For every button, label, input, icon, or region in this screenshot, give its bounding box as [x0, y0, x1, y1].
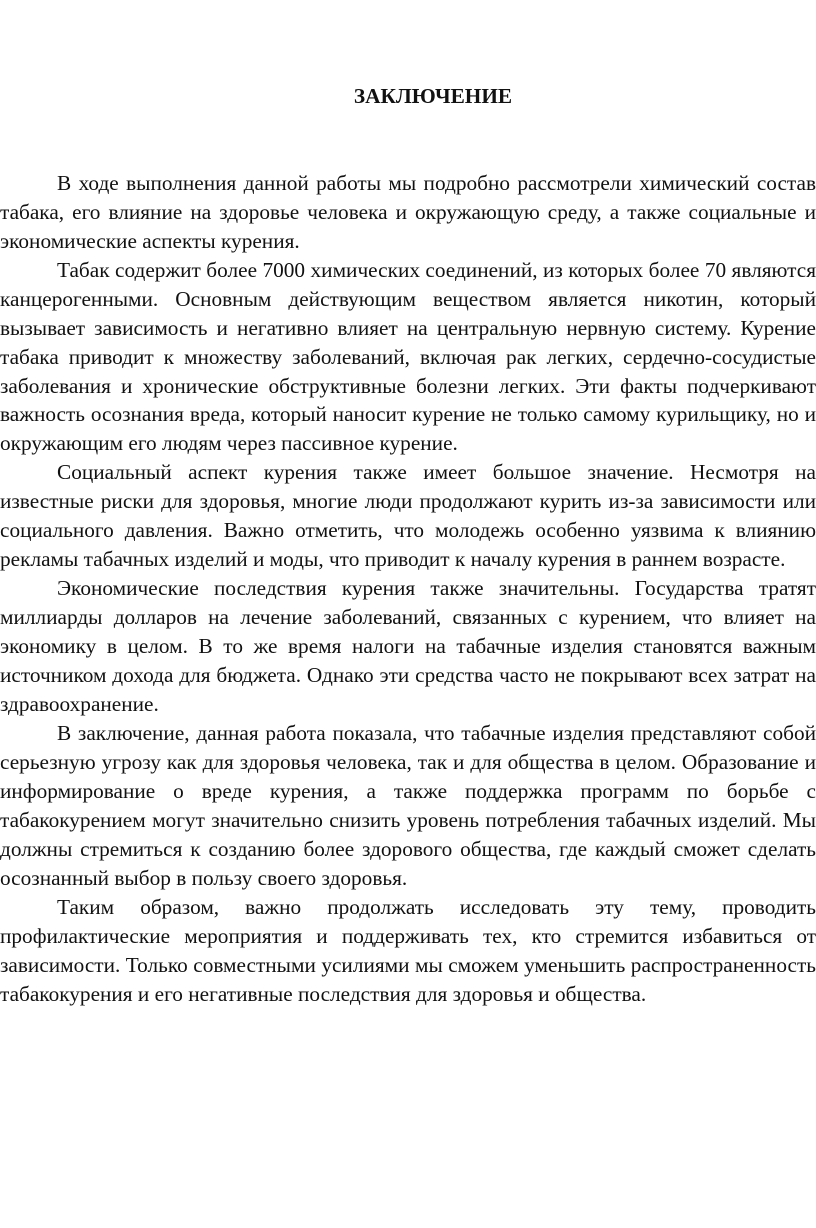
paragraph-chemistry: Табак содержит более 7000 химических соединений, из которых более 70 являются канцерогенными. Основным действующим веществом является никотин, который вызывает зависимость и негативно влияет на центральную нервную систему. Курение табака приводит к множеству заболеваний, включая рак легких, сердечно-сосудистые заболевания и хронические обструктивные болезни легких. Эти факты подчеркивают важность осознания вреда, который наносит курение не только самому курильщику, но и окружающим его людям через пассивное курение. — [0, 257, 816, 456]
paragraph-final: Таким образом, важно продолжать исследовать эту тему, проводить профилактические мероприятия и поддерживать тех, кто стремится избавиться от зависимости. Только совместными усилиями мы сможем уменьшить распространенность табакокурения и его негативные последствия для здоровья и общества. — [0, 894, 816, 1006]
document-body — [0, 82, 816, 1008]
title-spacer — [0, 111, 816, 169]
paragraph-social: Социальный аспект курения также имеет большое значение. Несмотря на известные риски для здоровья, многие люди продолжают курить из-за зависимости или социального давления. Важно отметить, что молодежь особенно уязвима к влиянию рекламы табачных изделий и моды, что приводит к началу курения в раннем возрасте. — [0, 460, 816, 572]
paragraph-conclusion: В заключение, данная работа показала, что табачные изделия представляют собой серьезную угрозу как для здоровья человека, так и для общества в целом. Образование и информирование о вреде курения, а также поддержка программ по борьбе с табакокурением могут значительно снизить уровень потребления табачных изделий. Мы должны стремиться к созданию более здорового общества, где каждый сможет сделать осознанный выбор в пользу своего здоровья. — [0, 720, 816, 890]
paragraph-summary: В ходе выполнения данной работы мы подробно рассмотрели химический состав табака, его влияние на здоровье человека и окружающую среду, а также социальные и экономические аспекты курения. — [0, 170, 816, 253]
page-title: ЗАКЛЮЧЕНИЕ — [353, 84, 513, 108]
paragraph-economic: Экономические последствия курения также значительны. Государства тратят миллиарды долларов на лечение заболеваний, связанных с курением, что влияет на экономику в целом. В то же время налоги на табачные изделия становятся важным источником дохода для бюджета. Однако эти средства часто не покрывают всех затрат на здравоохранение. — [0, 576, 816, 716]
